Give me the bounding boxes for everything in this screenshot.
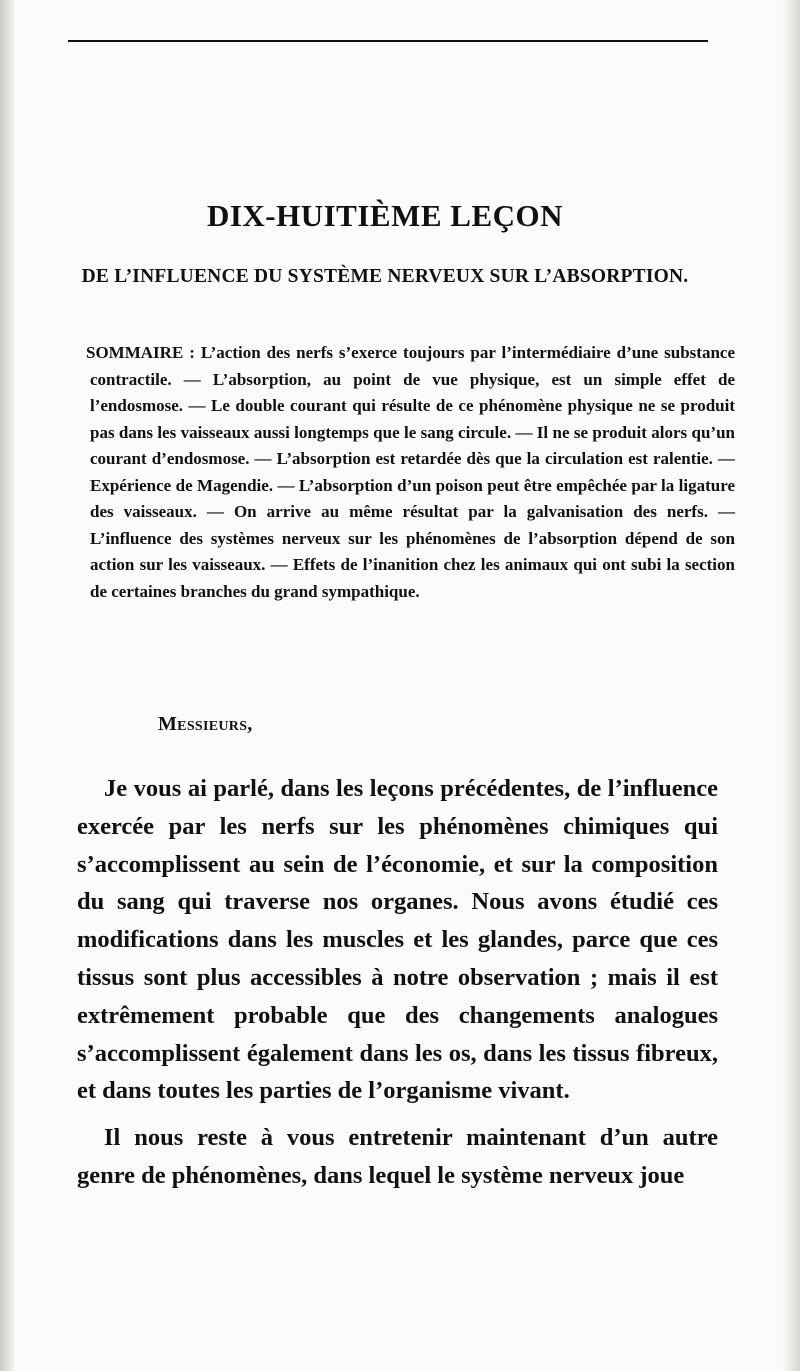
lecture-title: DIX-HUITIÈME LEÇON (206, 198, 564, 233)
salutation: Messieurs, (158, 713, 253, 735)
summary-label: SOMMAIRE : (86, 343, 195, 362)
summary-block (68, 340, 735, 605)
header-rule (68, 40, 708, 42)
paragraph: Je vous ai parlé, dans les leçons précédentes, de l’influence exercée par les nerfs sur les phénomènes chimiques qui s’accomplissent au sein de l’économie, et sur la composition du sang qui traverse nos organes. Nous avons étudié ces modifications dans les muscles et les glandes, parce que ces tissus sont plus accessibles à notre observation ; mais il est extrêmement probable que des changements analogues s’accomplissent également dans les os, dans les tissus fibreux, et dans toutes les parties de l’organisme vivant. (77, 775, 718, 1105)
paragraph: Il nous reste à vous entretenir maintenant d’un autre genre de phénomènes, dans lequel le système nerveux joue (77, 1124, 718, 1189)
body-text (77, 770, 718, 1204)
lecture-subtitle: DE L’INFLUENCE DU SYSTÈME NERVEUX SUR L’ABSORPTION. (81, 266, 689, 287)
summary-text: L’action des nerfs s’exerce toujours par l’intermédiaire d’une substance contractile. — L’absorption, au point de vue physique, est un simple effet de l’endosmose. — Le double courant qui résulte de ce phénomène physique ne se produit pas dans les vaisseaux aussi longtemps que le sang circule. — Il ne se produit alors qu’un courant d’endosmose. — L’absorption est retardée dès que la circulation est ralentie. — Expérience de Magendie. — L’absorption d’un poison peut être empêchée par la ligature des vaisseaux. — On arrive au même résultat par la galvanisation des nerfs. — L’influence des systèmes nerveux sur les phénomènes de l’absorption dépend de son action sur les vaisseaux. — Effets de l’inanition chez les animaux qui ont subi la section de certaines branches du grand sympathique. (90, 343, 735, 601)
page-edge-shadow (782, 0, 800, 1371)
